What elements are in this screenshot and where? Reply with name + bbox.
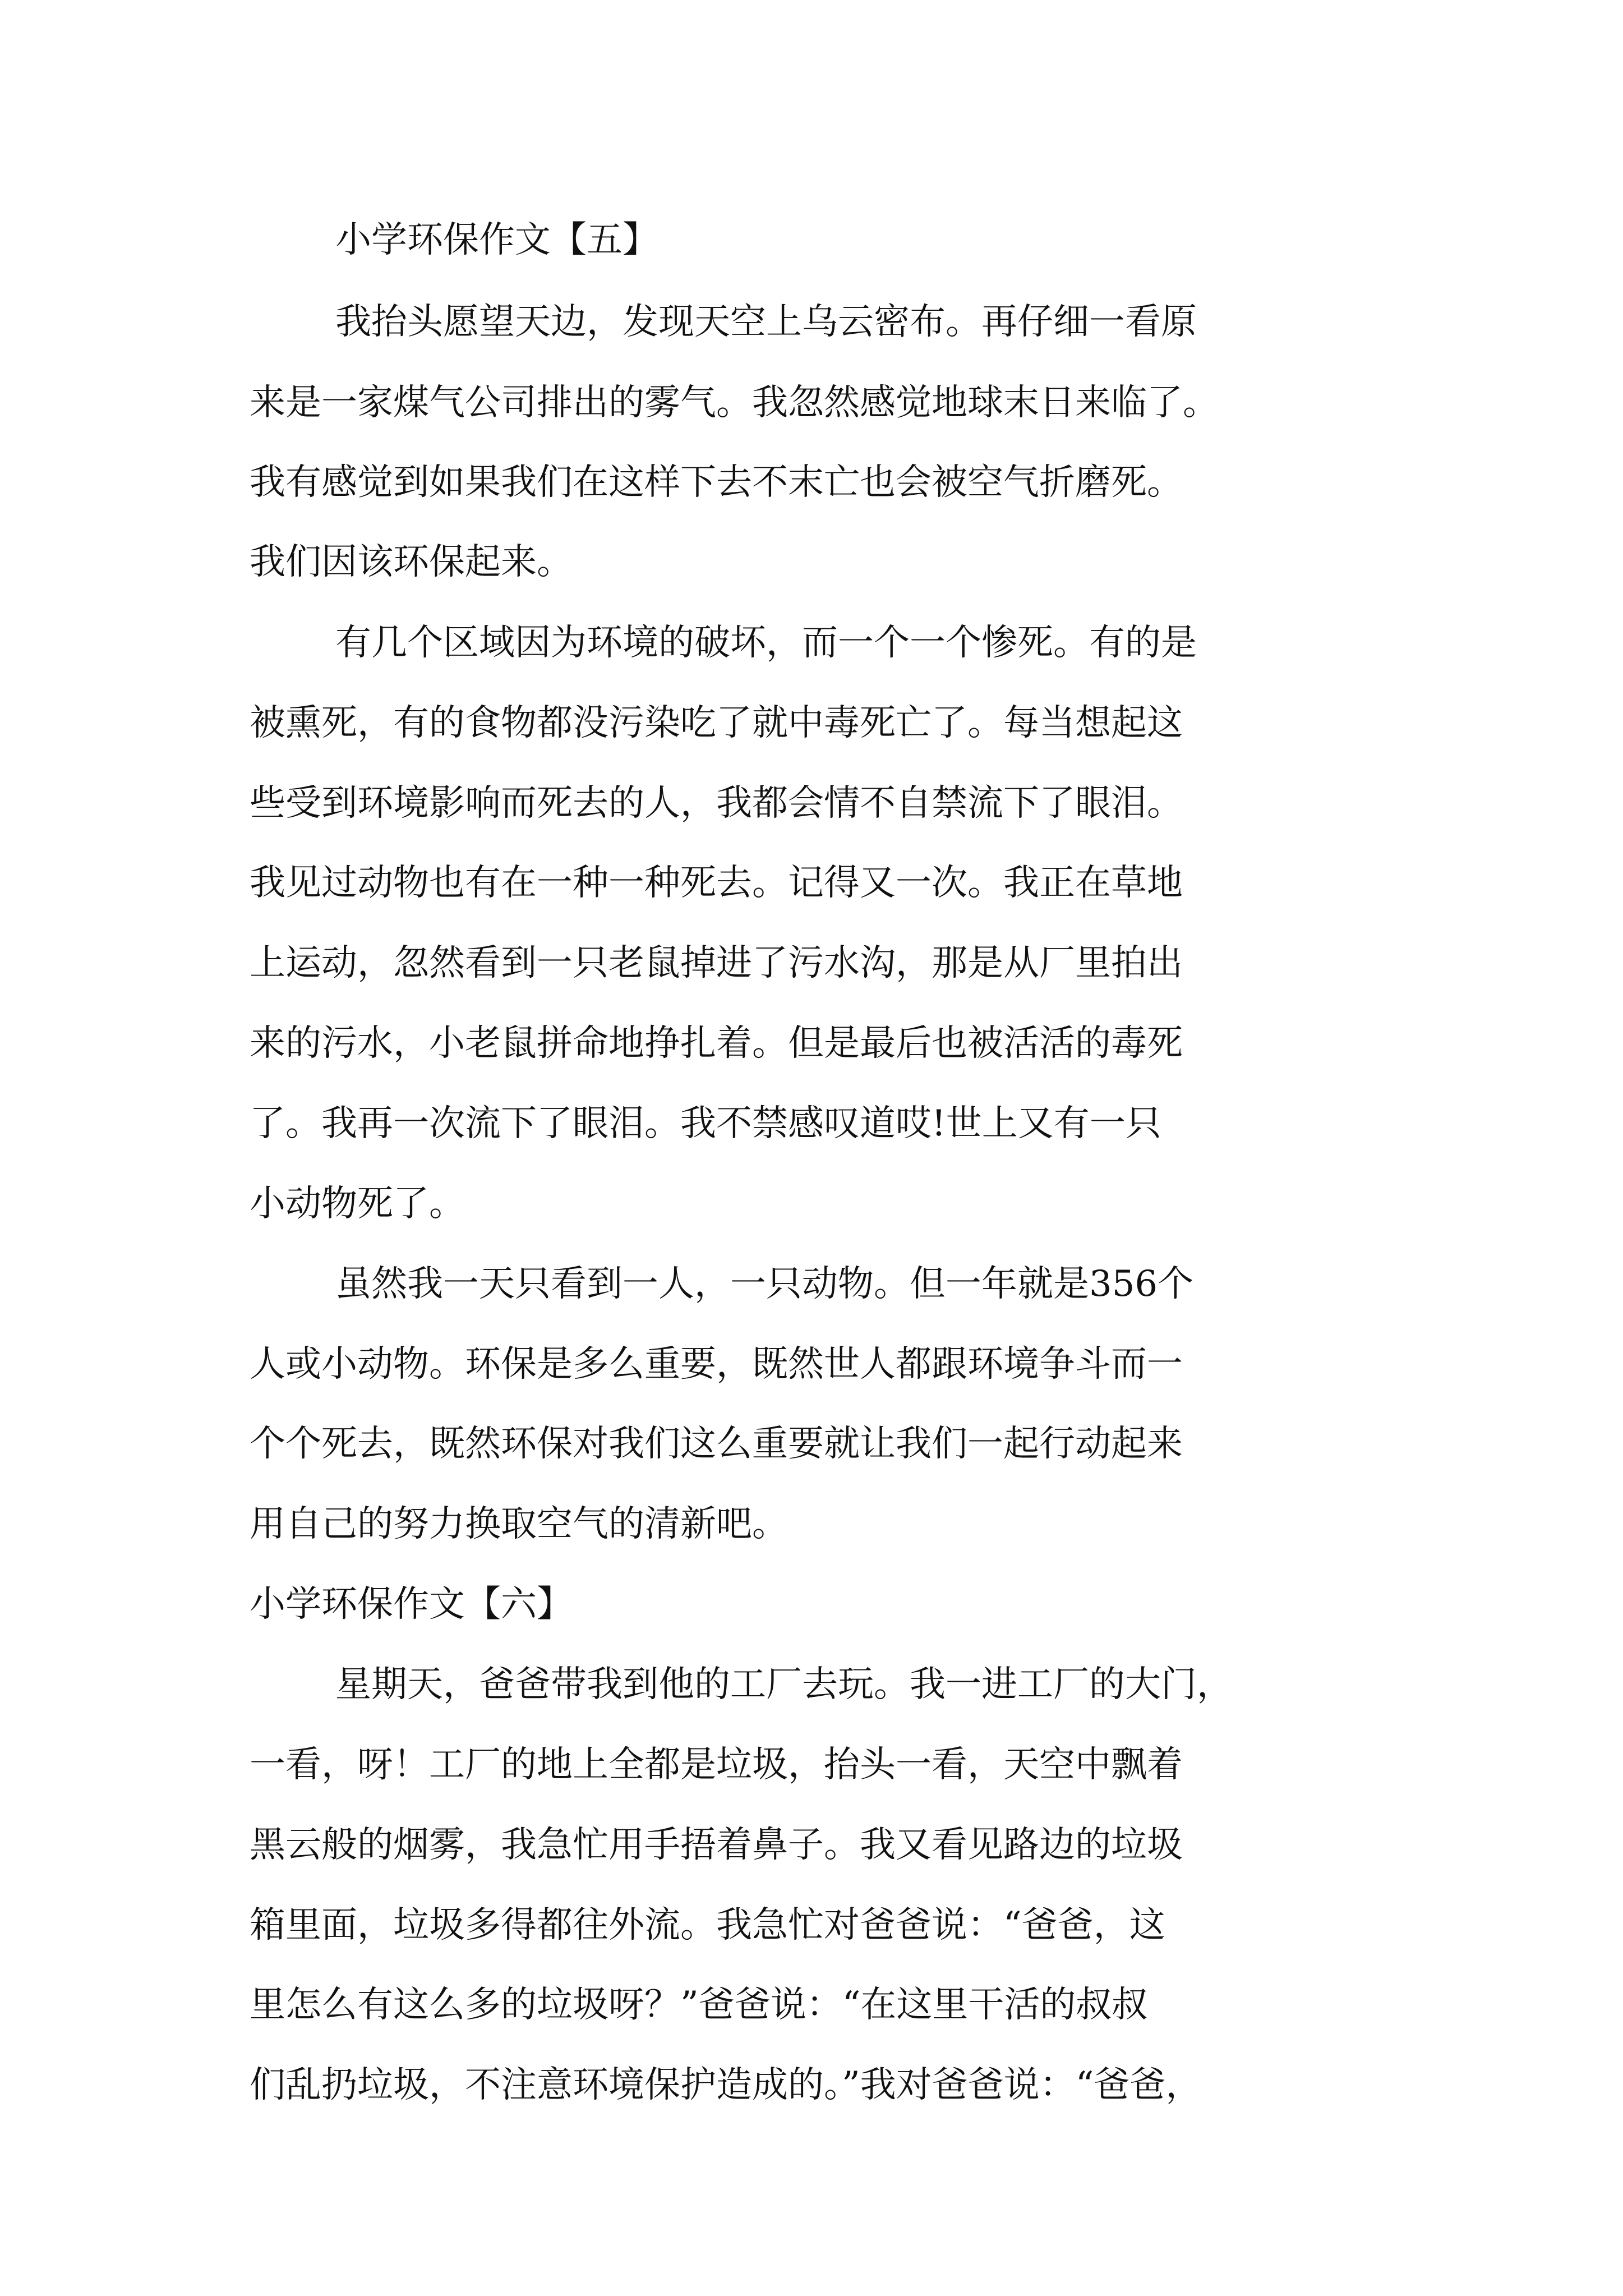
paragraph-line: 人或小动物。环保是多么重要，既然世人都跟环境争斗而一: [250, 1343, 1183, 1385]
paragraph-line: 箱里面，垃圾多得都往外流。我急忙对爸爸说：“爸爸，这: [250, 1904, 1165, 1946]
section-title: 小学环保作文【五】: [335, 219, 658, 261]
paragraph-line: 我见过动物也有在一种一种死去。记得又一次。我正在草地: [250, 862, 1183, 904]
paragraph-line: 里怎么有这么多的垃圾呀？”爸爸说：“在这里干活的叔叔: [250, 1984, 1148, 2026]
paragraph-line: 了。我再一次流下了眼泪。我不禁感叹道哎!世上又有一只: [250, 1103, 1161, 1144]
paragraph-line: 一看，呀！工厂的地上全都是垃圾，抬头一看，天空中飘着: [250, 1744, 1183, 1786]
paragraph-line: 些受到环境影响而死去的人，我都会情不自禁流下了眼泪。: [250, 783, 1183, 824]
paragraph-line: 黑云般的烟雾，我急忙用手捂着鼻子。我又看见路边的垃圾: [250, 1824, 1183, 1866]
paragraph-line: 用自己的努力换取空气的清新吧。: [250, 1503, 788, 1545]
paragraph-line: 来是一家煤气公司排出的雾气。我忽然感觉地球末日来临了。: [250, 382, 1219, 424]
paragraph-line: 小动物死了。: [250, 1183, 465, 1225]
paragraph-line: 来的污水，小老鼠拼命地挣扎着。但是最后也被活活的毒死: [250, 1023, 1183, 1064]
paragraph-line: 星期天，爸爸带我到他的工厂去玩。我一进工厂的大门，: [335, 1664, 1233, 1705]
paragraph-line: 我抬头愿望天边，发现天空上乌云密布。再仔细一看原: [335, 301, 1197, 343]
paragraph-line: 有几个区域因为环境的破坏，而一个一个惨死。有的是: [335, 622, 1197, 664]
paragraph-line: 们乱扔垃圾，不注意环境保护造成的。”我对爸爸说：“爸爸，: [250, 2064, 1202, 2106]
paragraph-line: 虽然我一天只看到一人，一只动物。但一年就是356个: [335, 1263, 1194, 1305]
paragraph-line: 被熏死，有的食物都没污染吃了就中毒死亡了。每当想起这: [250, 702, 1183, 744]
paragraph-line: 上运动，忽然看到一只老鼠掉进了污水沟，那是从厂里拍出: [250, 942, 1183, 984]
paragraph-line: 个个死去，既然环保对我们这么重要就让我们一起行动起来: [250, 1423, 1183, 1465]
paragraph-line: 我们因该环保起来。: [250, 541, 573, 583]
paragraph-line: 我有感觉到如果我们在这样下去不末亡也会被空气折磨死。: [250, 462, 1183, 503]
section-title: 小学环保作文【六】: [250, 1584, 573, 1625]
